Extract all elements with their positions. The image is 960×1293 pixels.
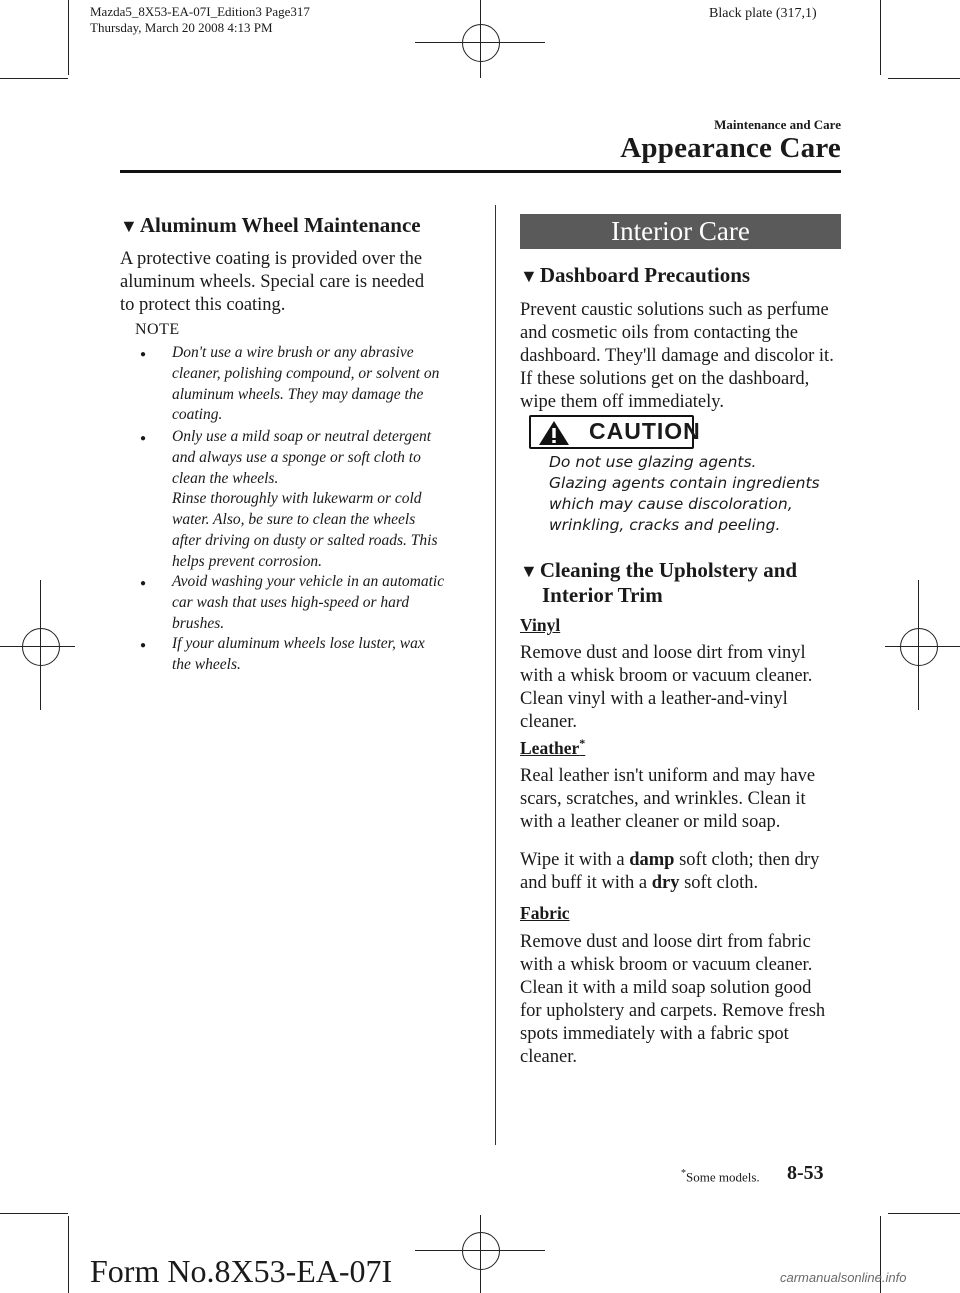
warning-triangle-icon [538, 420, 570, 446]
note-item: ● Avoid washing your vehicle in an automatic car wash that uses high-speed or hard brushes. [140, 573, 445, 632]
leather-label: Leather* [520, 736, 586, 758]
dashboard-heading: ▼Dashboard Precautions [520, 263, 751, 287]
file-info: Mazda5_8X53-EA-07I_Edition3 Page317 [90, 4, 310, 19]
header-rule [120, 170, 841, 173]
watermark: carmanualsonline.info [780, 1270, 907, 1285]
bullet-icon: ● [140, 433, 147, 444]
column-divider [495, 205, 496, 1145]
upholstery-heading: ▼Cleaning the Upholstery and Interior Trim [520, 558, 798, 607]
bullet-icon: ● [140, 349, 147, 360]
leather-body: Real leather isn't uniform and may have scars, scratches, and wrinkles. Clean it with a leather cleaner or mild soap. [520, 766, 816, 832]
page-number: 8-53 [787, 1162, 824, 1184]
fabric-label: Fabric [520, 903, 570, 923]
wipe-instructions: Wipe it with a damp soft cloth; then dry and buff it with a dry soft cloth. [520, 850, 820, 893]
note-item: ● Don't use a wire brush or any abrasive cleaner, polishing compound, or solvent on aluminum wheels. They may damage the coating. [140, 344, 440, 424]
footnote: *Some models. [681, 1168, 760, 1185]
triangle-marker-icon: ▼ [520, 561, 538, 581]
aluminum-intro: A protective coating is provided over the aluminum wheels. Special care is needed to protect this coating. [120, 249, 425, 315]
aluminum-wheel-heading: ▼Aluminum Wheel Maintenance [120, 213, 421, 237]
chapter-title: Maintenance and Care [714, 117, 841, 132]
bullet-icon: ● [140, 640, 147, 651]
vinyl-label: Vinyl [520, 615, 561, 635]
dashboard-body: Prevent caustic solutions such as perfume and cosmetic oils from contacting the dashboard. They'll damage and discolor it. If these solutions get on the dashboard, wipe them off immediately. [520, 300, 834, 412]
note-item: ● If your aluminum wheels lose luster, wax the wheels. [140, 635, 425, 673]
caution-text: Do not use glazing agents. Glazing agents contain ingredients which may cause discoloration, wrinkling, cracks and peeling. [549, 453, 820, 534]
triangle-marker-icon: ▼ [120, 216, 138, 236]
caution-label: CAUTION [589, 418, 701, 444]
note-label: NOTE [135, 321, 180, 338]
bullet-icon: ● [140, 578, 147, 589]
form-number: Form No.8X53-EA-07I [90, 1253, 393, 1289]
caution-label-box [529, 415, 701, 449]
some-models-mark: * [579, 736, 586, 750]
interior-care-banner: Interior Care [520, 214, 841, 249]
section-title: Appearance Care [620, 132, 841, 164]
date-info: Thursday, March 20 2008 4:13 PM [90, 20, 273, 35]
plate-info: Black plate (317,1) [709, 6, 817, 21]
fabric-body: Remove dust and loose dirt from fabric with a whisk broom or vacuum cleaner. Clean it with a mild soap solution good for upholstery and carpets. Remove fresh spots immediately with a fabric spot cleaner. [520, 932, 826, 1067]
vinyl-body: Remove dust and loose dirt from vinyl with a whisk broom or vacuum cleaner. Clean vinyl with a leather-and-vinyl cleaner. [520, 643, 813, 732]
note-item: ● Only use a mild soap or neutral detergent and always use a sponge or soft cloth to clean the wheels. Rinse thoroughly with lukewarm or cold water. Also, be sure to clean the wheels after driving on dusty or salted roads. This helps prevent corrosion. [140, 428, 438, 570]
triangle-marker-icon: ▼ [520, 266, 538, 286]
